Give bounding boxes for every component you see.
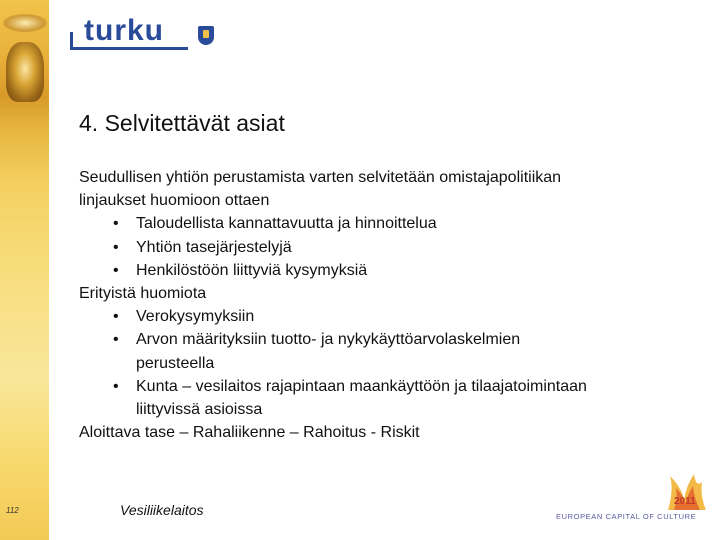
turku-logo [70,14,220,50]
bullet-item [79,259,689,282]
paragraph-line: Erityistä huomiota [79,285,207,303]
bullet-text: Yhtiön tasejärjestelyjä [136,238,292,256]
slide-body [79,166,689,444]
bullet-continuation: liittyvissä asioissa [136,401,263,419]
slide-title: 4. Selvitettävät asiat [79,110,285,136]
bullet-item [79,328,689,351]
ecoc-flame-logo-icon [660,470,710,512]
paragraph-line: Aloittava tase – Rahaliikenne – Rahoitus - Riskit [79,424,420,442]
bullet-text: Kunta – vesilaitos rajapintaan maankäyttöön ja tilaajatoimintaan [136,377,587,395]
bullet-item [79,375,689,398]
paragraph-line: linjaukset huomioon ottaen [79,192,270,210]
bullet-dot: • [113,215,119,233]
bullet-dot: • [113,261,119,279]
bullet-continuation: perusteella [136,354,215,372]
bullet-dot: • [113,308,119,326]
bullet-item [79,212,689,235]
decorative-side-strip [0,0,49,540]
bullet-text: Taloudellista kannattavuutta ja hinnoittelua [136,215,437,233]
bullet-dot: • [113,331,119,349]
golden-ornament-image [6,42,44,102]
bullet-dot: • [113,377,119,395]
ornament-highlight [3,14,47,32]
bullet-item [79,236,689,259]
footer-label: Vesiliikelaitos [120,502,204,518]
bullet-text: Henkilöstöön liittyviä kysymyksiä [136,261,368,279]
slide-number: 112 [6,506,19,515]
bullet-text: Verokysymyksiin [136,308,255,326]
bullet-dot: • [113,238,119,256]
bullet-text: Arvon määrityksiin tuotto- ja nykykäyttöarvolaskelmien [136,331,521,349]
bullet-item [79,305,689,328]
paragraph-line: Seudullisen yhtiön perustamista varten selvitetään omistajapolitiikan [79,169,562,186]
ecoc-text: EUROPEAN CAPITAL OF CULTURE [556,512,697,521]
logo-text: turku [84,14,164,47]
ecoc-year: 2011 [674,496,696,507]
turku-crest-icon [198,26,214,45]
